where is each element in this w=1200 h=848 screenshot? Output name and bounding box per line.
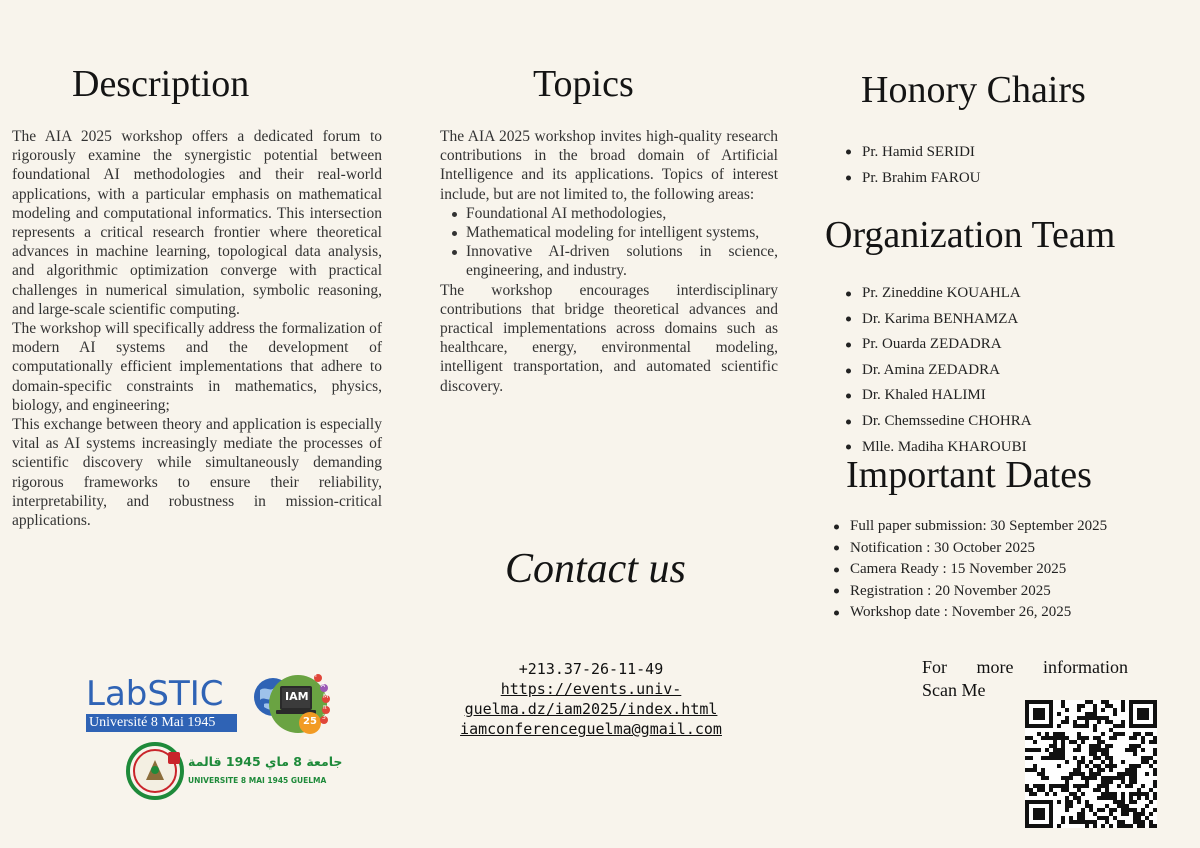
honory-chairs-list [844,139,980,191]
organization-member-item: Dr. Khaled HALIMI [844,383,1032,409]
contact-url-line-2[interactable]: guelma.dz/iam2025/index.html [464,700,718,718]
guelma-university-logo [126,742,343,802]
contact-url-line-1[interactable]: https://events.univ- [500,680,682,698]
labstic-logo [86,676,258,736]
labstic-subtitle: Université 8 Mai 1945 [86,714,237,732]
important-date-item: Registration : 20 November 2025 [832,581,1107,603]
iam-letter: π [323,704,327,711]
honory-chair-item: Pr. Hamid SERIDI [844,139,980,165]
contact-email[interactable]: iamconferenceguelma@gmail.com [460,720,722,738]
organization-member-item: Dr. Karima BENHAMZA [844,307,1032,333]
iam-number: 25 [303,716,317,727]
important-date-item: Notification : 30 October 2025 [832,538,1107,560]
iam-letter: M [323,693,329,700]
topics-outro: The workshop encourages interdisciplinary contributions that bridge theoretical advances and practical implementations across domains such as healthcare, energy, environmental modeling, intelligent transportation, and automated scientific discovery. [440,281,778,395]
topic-item: Foundational AI methodologies, [440,204,778,223]
important-dates-list [832,516,1107,624]
guelma-french-name: UNIVERSITE 8 MAI 1945 GUELMA [188,776,327,785]
topics-list [440,204,778,281]
more-information-text [922,656,1128,702]
organization-member-item: Pr. Ouarda ZEDADRA [844,332,1032,358]
honory-chairs-title: Honory Chairs [861,69,1086,111]
description-paragraph-3: This exchange between theory and application is especially vital as AI systems increasingly mediate the processes of scientific discovery while simultaneously demanding rigorous frameworks to ensure their reliability, interpretability, and robustness in mission-critical applications. [12,416,382,530]
iam-letter: A [321,682,326,689]
important-dates-title: Important Dates [846,454,1092,496]
organization-team-list [844,281,1032,460]
topic-item: Innovative AI-driven solutions in science, engineering, and industry. [440,242,778,280]
topics-title: Topics [533,63,634,105]
iam-letter: 3 [322,714,326,721]
organization-member-item: Mlle. Madiha KHAROUBI [844,435,1032,461]
topics-intro: The AIA 2025 workshop invites high-quality research contributions in the broad domain of Artificial Intelligence and its applications. Topics of interest include, but are not limited to, the following areas: [440,128,778,203]
important-date-item: Workshop date : November 26, 2025 [832,602,1107,624]
iam-label: IAM [285,690,309,703]
topics-text [440,127,778,396]
organization-team-title: Organization Team [825,214,1116,256]
description-paragraph-1: The AIA 2025 workshop offers a dedicated forum to rigorously examine the synergistic potential between foundational AI methodologies and their real-world applications, with a particular emphasis on mathematical modeling and computational informatics. This intersection represents a critical research frontier where theoretical advances in machine learning, topological data analysis, and algorithmic optimization converge with practical challenges in numerical simulation, symbolic reasoning, and large-scale scientific computing. [12,128,382,318]
description-text [12,127,382,530]
labstic-wordmark: LabSTIC [86,674,224,714]
important-date-item: Camera Ready : 15 November 2025 [832,559,1107,581]
iam-logo [268,672,334,738]
contact-phone: +213.37-26-11-49 [518,660,664,678]
organization-member-item: Pr. Zineddine KOUAHLA [844,281,1032,307]
description-paragraph-2: The workshop will specifically address the formalization of modern AI systems and the development of computationally efficient implementations that adhere to domain-specific constraints in mathematics, physics, biology, and engineering; [12,320,382,414]
more-information-line: For more information [922,657,1128,677]
scan-me-label: Scan Me [922,680,986,700]
guelma-arabic-name: جامعة 8 ماي 1945 قالمة [188,754,343,769]
organization-member-item: Dr. Chemssedine CHOHRA [844,409,1032,435]
honory-chair-item: Pr. Brahim FAROU [844,165,980,191]
contact-block [440,659,742,739]
iam-letter: I [315,672,317,679]
organization-member-item: Dr. Amina ZEDADRA [844,358,1032,384]
university-emblem-icon [126,742,184,800]
important-date-item: Full paper submission: 30 September 2025 [832,516,1107,538]
contact-title: Contact us [505,546,686,592]
topic-item: Mathematical modeling for intelligent systems, [440,223,778,242]
description-title: Description [72,63,250,105]
qr-code[interactable] [1025,700,1157,828]
